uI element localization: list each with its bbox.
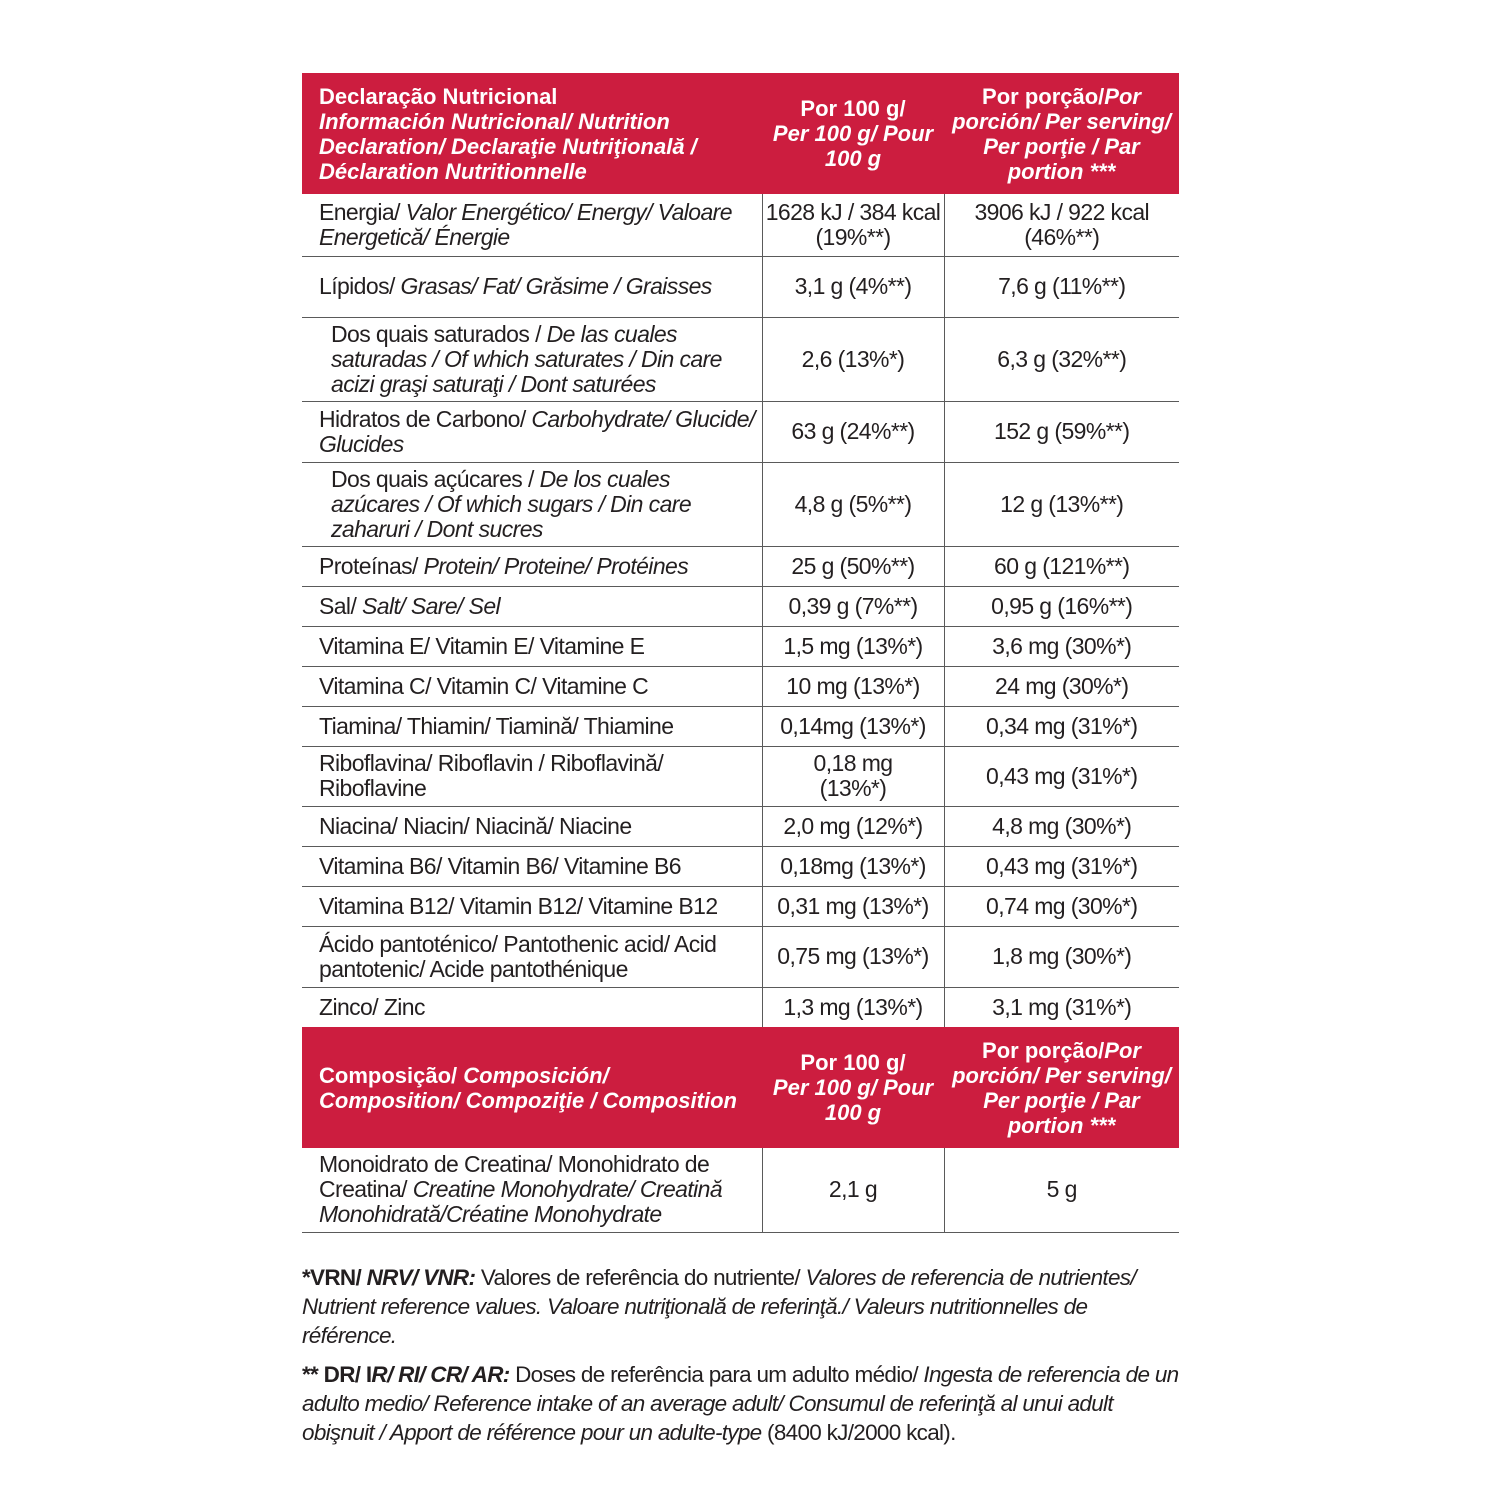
composition-name: Monoidrato de Creatina/ Monohidrato de Creatina/ Creatine Monohydrate/ Creatină Monohidrată/Créatine Monohydrate	[302, 1148, 762, 1232]
table-row	[302, 926, 1179, 987]
nutrient-per100: 1,5 mg (13%*)	[762, 626, 944, 666]
nutrient-name: Hidratos de Carbono/ Carbohydrate/ Glucide/ Glucides	[302, 401, 762, 462]
table-row	[302, 317, 1179, 401]
nutrient-per100: 0,14mg (13%*)	[762, 706, 944, 746]
nutrient-per100: 0,18mg (13%*)	[762, 846, 944, 886]
nutrient-serving: 0,43 mg (31%*)	[944, 746, 1179, 806]
nutrient-per100: 3,1 g (4%**)	[762, 256, 944, 317]
nutrient-serving: 0,43 mg (31%*)	[944, 846, 1179, 886]
nutrient-name: Vitamina C/ Vitamin C/ Vitamine C	[302, 666, 762, 706]
nutrient-per100: 63 g (24%**)	[762, 401, 944, 462]
nutrient-per100: 4,8 g (5%**)	[762, 462, 944, 546]
nutrient-rows	[302, 194, 1179, 1232]
nutrient-per100: 2,6 (13%*)	[762, 317, 944, 401]
table-row	[302, 546, 1179, 586]
nutrient-per100: 1628 kJ / 384 kcal (19%**)	[762, 194, 944, 256]
nutrient-serving: 0,34 mg (31%*)	[944, 706, 1179, 746]
nutrition-header-per100: Por 100 g/ Per 100 g/ Pour 100 g	[762, 73, 944, 194]
nutrient-name: Vitamina B12/ Vitamin B12/ Vitamine B12	[302, 886, 762, 926]
nutrient-per100: 25 g (50%**)	[762, 546, 944, 586]
footnotes	[302, 1263, 1182, 1457]
table-row	[302, 706, 1179, 746]
table-row	[302, 806, 1179, 846]
nutrient-serving: 24 mg (30%*)	[944, 666, 1179, 706]
composition-header-per100: Por 100 g/ Per 100 g/ Pour 100 g	[762, 1027, 944, 1148]
nutrient-name: Ácido pantoténico/ Pantothenic acid/ Acid pantotenic/ Acide pantothénique	[302, 926, 762, 987]
nutrient-serving: 6,3 g (32%**)	[944, 317, 1179, 401]
table-row	[302, 194, 1179, 256]
composition-header-row	[302, 1027, 1179, 1148]
nutrient-serving: 3,1 mg (31%*)	[944, 987, 1179, 1027]
nutrient-name: Energia/ Valor Energético/ Energy/ Valoare Energetică/ Énergie	[302, 194, 762, 256]
nutrition-table	[302, 73, 1179, 1233]
nutrient-serving: 3906 kJ / 922 kcal (46%**)	[944, 194, 1179, 256]
nutrient-serving: 60 g (121%**)	[944, 546, 1179, 586]
nutrient-name: Dos quais açúcares / De los cuales azúcares / Of which sugars / Din care zaharuri / Dont sucres	[302, 462, 762, 546]
nutrient-name: Tiamina/ Thiamin/ Tiamină/ Thiamine	[302, 706, 762, 746]
nutrient-per100: 0,18 mg (13%*)	[762, 746, 944, 806]
footnote-dr: ** DR/ IR/ RI/ CR/ AR: Doses de referência para um adulto médio/ Ingesta de referencia de un adulto medio/ Reference intake of an average adult/ Consumul de referinţă al unui adult obişnuit / Apport de référence pour un adulte-type (8400 kJ/2000 kcal).	[302, 1362, 1179, 1445]
nutrient-name: Sal/ Salt/ Sare/ Sel	[302, 586, 762, 626]
table-row	[302, 256, 1179, 317]
table-row	[302, 886, 1179, 926]
table-row	[302, 666, 1179, 706]
table-row	[302, 401, 1179, 462]
nutrient-serving: 7,6 g (11%**)	[944, 256, 1179, 317]
nutrient-per100: 0,75 mg (13%*)	[762, 926, 944, 987]
nutrient-serving: 3,6 mg (30%*)	[944, 626, 1179, 666]
nutrition-label	[302, 73, 1179, 1233]
nutrient-serving: 0,74 mg (30%*)	[944, 886, 1179, 926]
nutrient-serving: 4,8 mg (30%*)	[944, 806, 1179, 846]
nutrient-name: Dos quais saturados / De las cuales saturadas / Of which saturates / Din care acizi graşi saturaţi / Dont saturées	[302, 317, 762, 401]
nutrient-serving: 152 g (59%**)	[944, 401, 1179, 462]
footnote-vrn: *VRN/ NRV/ VNR: Valores de referência do nutriente/ Valores de referencia de nutrientes/ Nutrient reference values. Valoare nutriţională de referinţă./ Valeurs nutritionnelles de référence.	[302, 1265, 1136, 1348]
table-row	[302, 1148, 1179, 1232]
table-row	[302, 586, 1179, 626]
composition-header-serving: Por porção/Por porción/ Per serving/ Per porţie / Par portion ***	[944, 1027, 1179, 1148]
composition-per100: 2,1 g	[762, 1148, 944, 1232]
nutrient-name: Riboflavina/ Riboflavin / Riboflavină/ Riboflavine	[302, 746, 762, 806]
nutrient-name: Proteínas/ Protein/ Proteine/ Protéines	[302, 546, 762, 586]
table-row	[302, 987, 1179, 1027]
nutrient-name: Vitamina B6/ Vitamin B6/ Vitamine B6	[302, 846, 762, 886]
nutrition-header-serving: Por porção/Por porción/ Per serving/ Per porţie / Par portion ***	[944, 73, 1179, 194]
nutrient-serving: 0,95 g (16%**)	[944, 586, 1179, 626]
table-row	[302, 626, 1179, 666]
nutrient-per100: 0,31 mg (13%*)	[762, 886, 944, 926]
nutrient-per100: 0,39 g (7%**)	[762, 586, 944, 626]
nutrient-serving: 1,8 mg (30%*)	[944, 926, 1179, 987]
composition-header-title: Composição/ Composición/ Composition/ Compoziţie / Composition	[302, 1027, 762, 1148]
nutrient-name: Vitamina E/ Vitamin E/ Vitamine E	[302, 626, 762, 666]
nutrient-name: Lípidos/ Grasas/ Fat/ Grăsime / Graisses	[302, 256, 762, 317]
table-row	[302, 746, 1179, 806]
composition-serving: 5 g	[944, 1148, 1179, 1232]
nutrient-name: Zinco/ Zinc	[319, 993, 425, 1020]
nutrition-header-title: Declaração Nutricional Información Nutricional/ Nutrition Declaration/ Declaraţie Nutriţională / Déclaration Nutritionnelle	[302, 73, 762, 194]
nutrient-per100: 2,0 mg (12%*)	[762, 806, 944, 846]
nutrient-serving: 12 g (13%**)	[944, 462, 1179, 546]
nutrition-header-row	[302, 73, 1179, 194]
nutrient-per100: 1,3 mg (13%*)	[762, 987, 944, 1027]
nutrient-name: Niacina/ Niacin/ Niacină/ Niacine	[302, 806, 762, 846]
table-row	[302, 462, 1179, 546]
nutrient-per100: 10 mg (13%*)	[762, 666, 944, 706]
table-row	[302, 846, 1179, 886]
